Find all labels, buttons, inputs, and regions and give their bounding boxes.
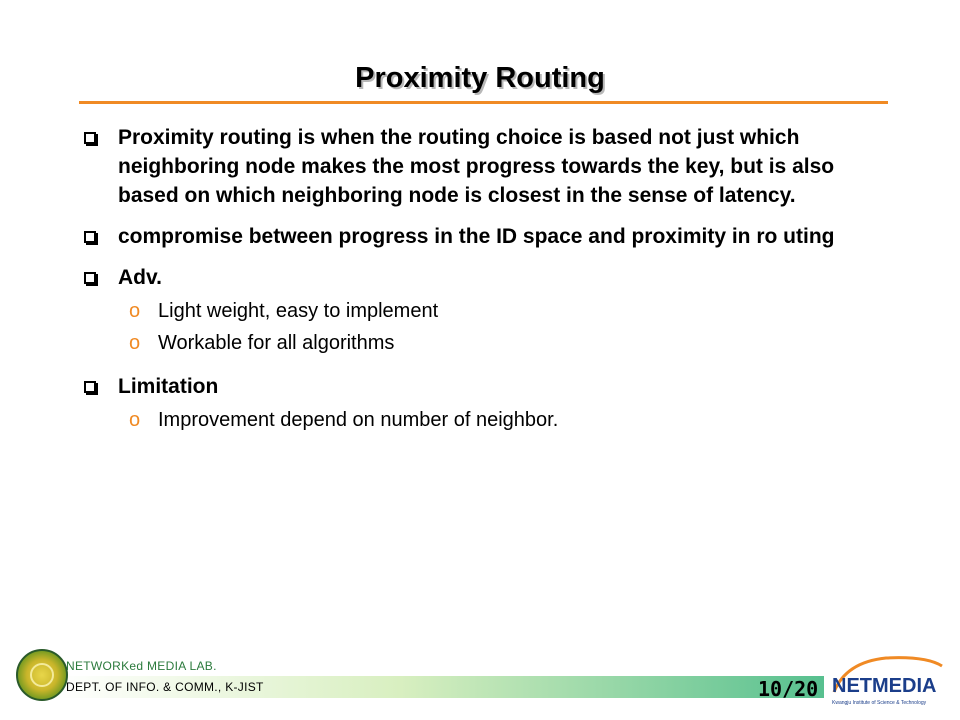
checkbox-bullet-icon <box>84 231 96 243</box>
sub-bullet-text: Improvement depend on number of neighbor. <box>158 409 559 431</box>
lab-name: NETWORKed MEDIA LAB. <box>66 659 217 673</box>
sub-bullet-item <box>80 407 880 433</box>
bullet-item <box>80 123 880 210</box>
netmedia-logo <box>826 652 948 712</box>
bullet-text: Adv. <box>118 266 162 289</box>
bullet-item <box>80 222 880 251</box>
bullet-item <box>80 263 880 292</box>
bullet-item <box>80 372 880 401</box>
bullet-text: compromise between progress in the ID space and proximity in ro uting <box>118 225 835 248</box>
bullet-text: Limitation <box>118 375 219 398</box>
checkbox-bullet-icon <box>84 272 96 284</box>
sub-bullet-text: Workable for all algorithms <box>158 332 395 354</box>
slide-title: Proximity Routing <box>355 62 605 94</box>
circle-bullet-icon: o <box>129 409 141 431</box>
title-underline <box>79 101 888 104</box>
checkbox-bullet-icon <box>84 381 96 393</box>
checkbox-bullet-icon <box>84 132 96 144</box>
bullet-text: Proximity routing is when the routing choice is based not just which neighboring node makes the most progress towards the key, but is also based on which neighboring node is closest in the sense of latency. <box>118 126 835 207</box>
circle-bullet-icon: o <box>129 332 141 354</box>
page-number: 10/20 <box>758 677 819 701</box>
sub-bullet-item <box>80 330 880 356</box>
department-name: DEPT. OF INFO. & COMM., K-JIST <box>66 680 264 694</box>
slide-content <box>80 123 880 449</box>
lab-seal-logo <box>16 649 68 701</box>
netmedia-wordmark: NETMEDIA <box>832 675 937 697</box>
circle-bullet-icon: o <box>129 300 141 322</box>
seal-ring-icon <box>30 663 54 687</box>
sub-bullet-item <box>80 298 880 324</box>
sub-bullet-text: Light weight, easy to implement <box>158 300 439 322</box>
netmedia-tagline: Kwangju Institute of Science & Technology <box>832 700 927 706</box>
